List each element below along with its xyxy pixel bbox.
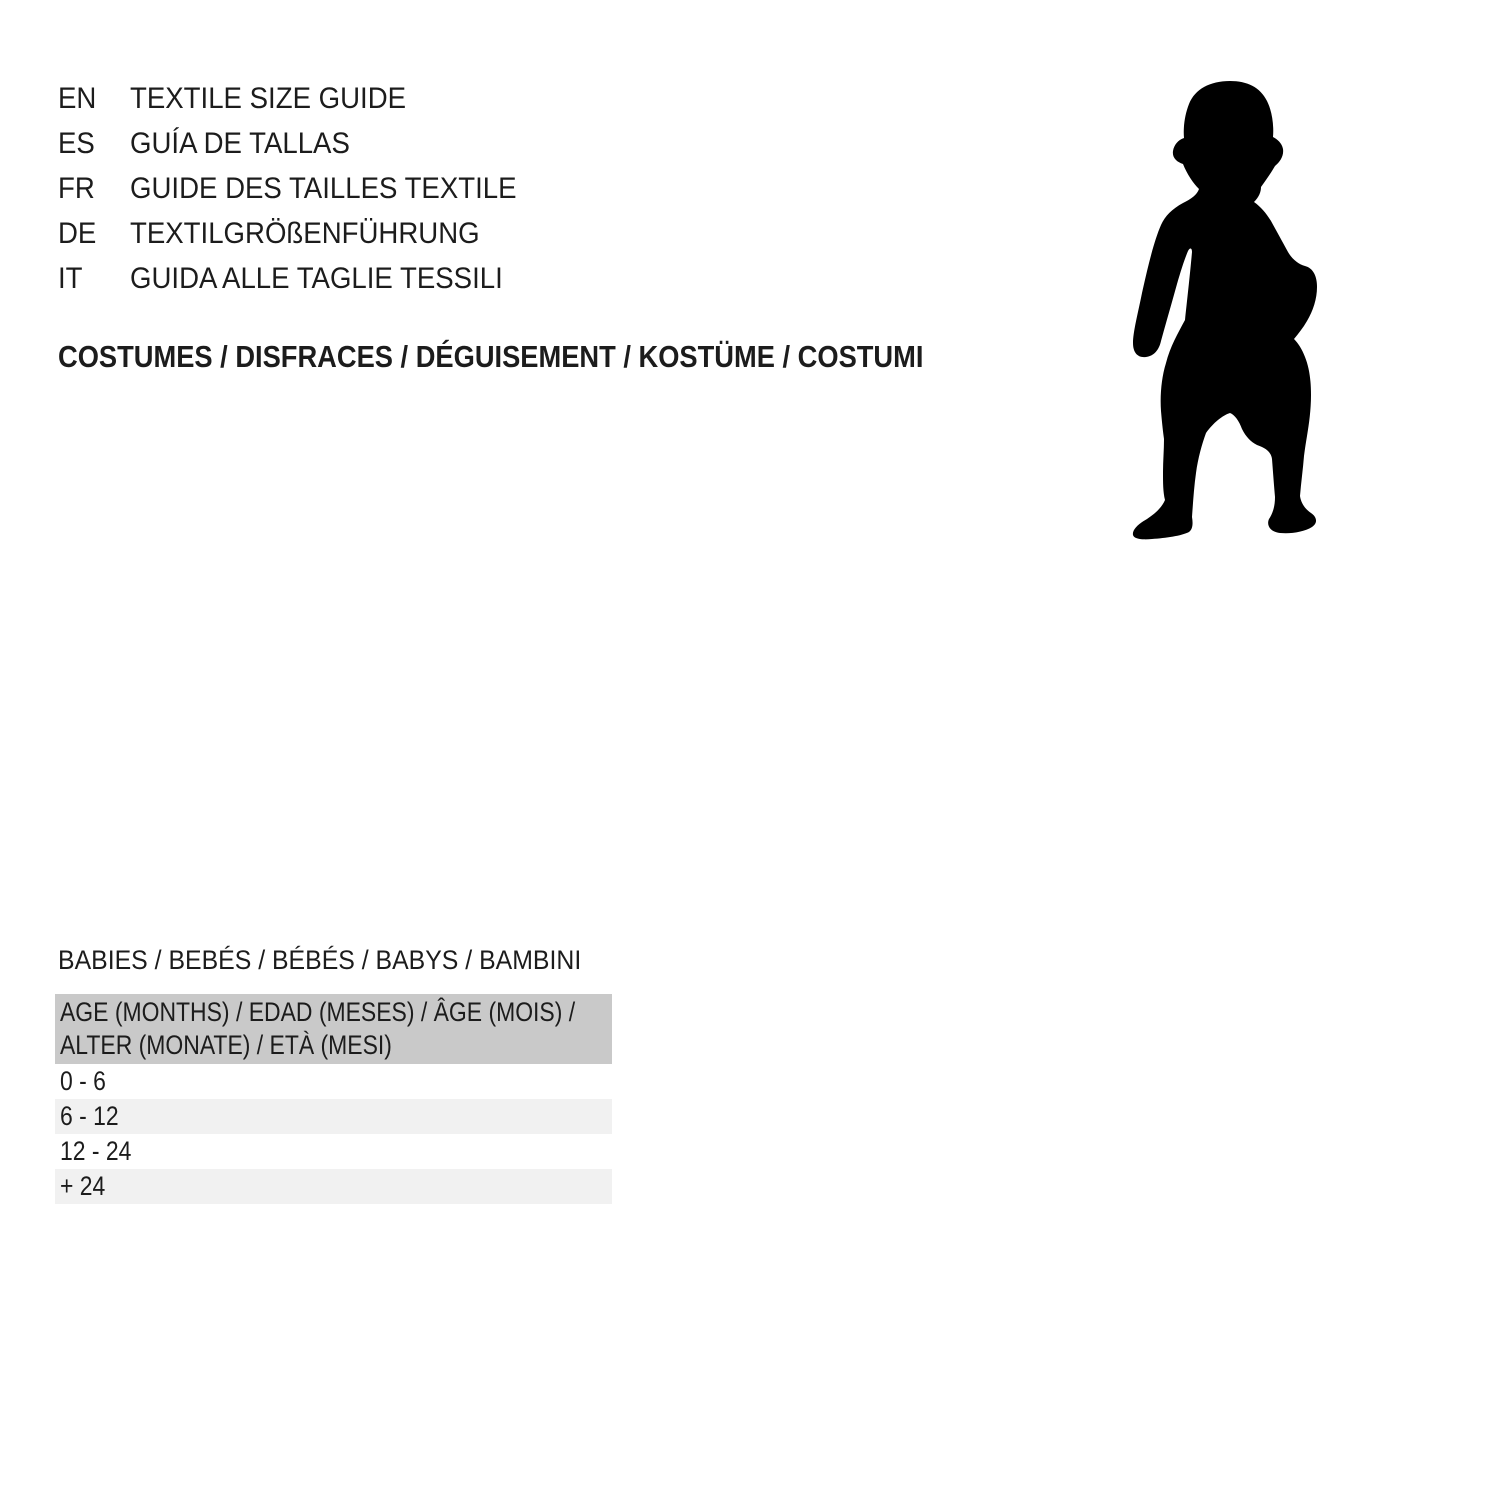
table-row bbox=[55, 1064, 612, 1099]
age-range-value: + 24 bbox=[60, 1171, 106, 1201]
language-item bbox=[58, 256, 550, 301]
table-row bbox=[55, 1134, 612, 1169]
language-list bbox=[58, 76, 550, 301]
table-header-line: ALTER (MONATE) / ETÀ (MESI) bbox=[60, 1030, 392, 1060]
table-row bbox=[55, 1099, 612, 1134]
size-section-title-text: BABIES / BEBÉS / BÉBÉS / BABYS / BAMBINI bbox=[58, 945, 582, 975]
size-section-title bbox=[58, 944, 627, 976]
language-code: EN bbox=[58, 81, 97, 115]
baby-silhouette bbox=[1125, 80, 1320, 540]
language-title: TEXTILE SIZE GUIDE bbox=[130, 81, 407, 115]
table-body bbox=[55, 1064, 612, 1204]
language-title: TEXTILGRÖßENFÜHRUNG bbox=[130, 216, 480, 250]
table-row bbox=[55, 1169, 612, 1204]
age-size-table bbox=[55, 994, 612, 1204]
baby-silhouette-svg bbox=[1125, 80, 1320, 540]
language-title: GUIDA ALLE TAGLIE TESSILI bbox=[130, 261, 503, 295]
language-item bbox=[58, 121, 550, 166]
language-item bbox=[58, 166, 550, 211]
language-code: IT bbox=[58, 261, 83, 295]
age-range-value: 6 - 12 bbox=[60, 1101, 119, 1131]
table-header-line: AGE (MONTHS) / EDAD (MESES) / ÂGE (MOIS) / bbox=[60, 997, 576, 1027]
baby-silhouette-path bbox=[1133, 81, 1317, 539]
age-range-value: 0 - 6 bbox=[60, 1066, 106, 1096]
category-heading bbox=[58, 334, 1041, 379]
language-title: GUÍA DE TALLAS bbox=[130, 126, 350, 160]
language-code: FR bbox=[58, 171, 95, 205]
age-range-value: 12 - 24 bbox=[60, 1136, 132, 1166]
language-title: GUIDE DES TAILLES TEXTILE bbox=[130, 171, 517, 205]
category-heading-text: COSTUMES / DISFRACES / DÉGUISEMENT / KOSTÜME / COSTUMI bbox=[58, 339, 924, 374]
language-item bbox=[58, 211, 550, 256]
language-item bbox=[58, 76, 550, 121]
table-header-age bbox=[55, 994, 612, 1064]
language-code: DE bbox=[58, 216, 97, 250]
language-code: ES bbox=[58, 126, 95, 160]
